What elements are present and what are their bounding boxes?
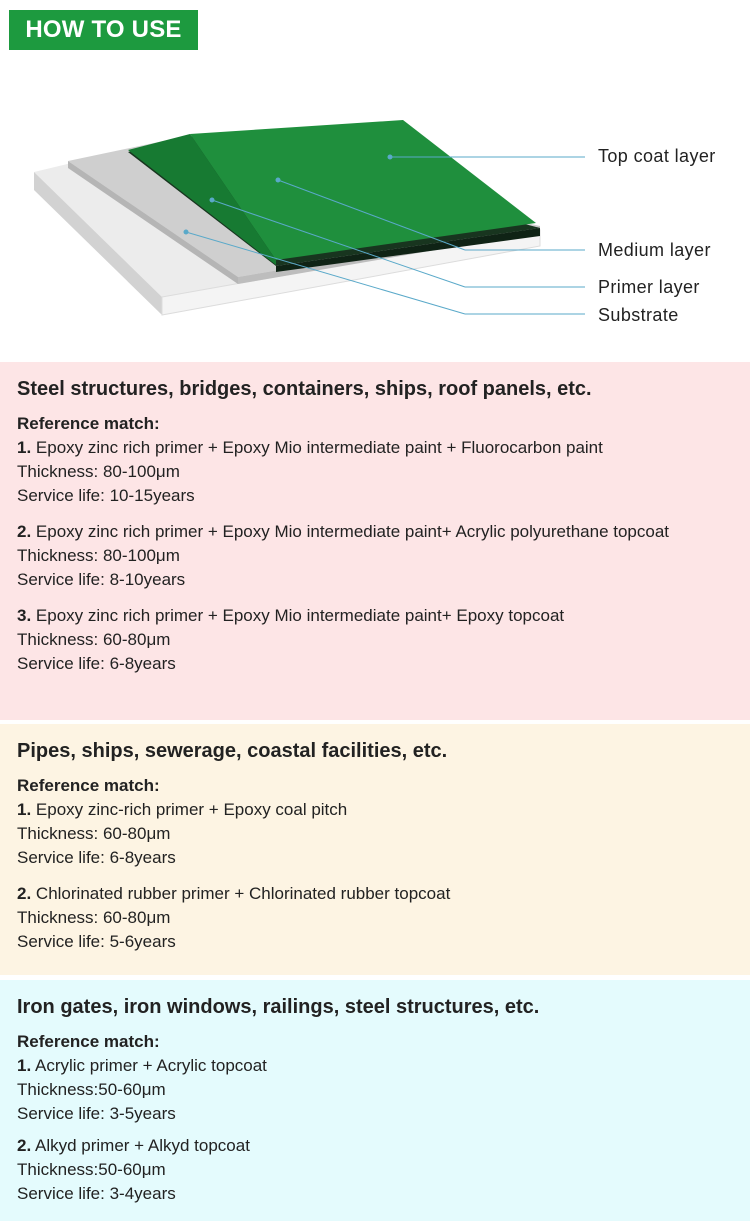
option-item xyxy=(17,604,733,676)
option-item xyxy=(17,1134,733,1206)
section-pipes-ships xyxy=(0,724,750,975)
option-thickness: Thickness: 80-100μm xyxy=(17,546,180,565)
option-item xyxy=(17,882,733,954)
section-title: Steel structures, bridges, containers, ships, roof panels, etc. xyxy=(17,378,592,400)
substrate-label: Substrate xyxy=(598,305,679,325)
option-service-life: Service life: 8-10years xyxy=(17,570,186,589)
option-description: Epoxy zinc rich primer + Epoxy Mio intermediate paint + Fluorocarbon paint xyxy=(35,438,603,457)
primer-layer-label: Primer layer xyxy=(598,277,700,297)
option-item xyxy=(17,436,733,508)
option-description: Alkyd primer + Alkyd topcoat xyxy=(34,1136,250,1155)
option-description: Epoxy zinc-rich primer + Epoxy coal pitch xyxy=(35,800,348,819)
reference-match-label: Reference match: xyxy=(17,776,160,795)
option-thickness: Thickness: 80-100μm xyxy=(17,462,180,481)
option-service-life: Service life: 6-8years xyxy=(17,848,176,867)
how-to-use-badge: HOW TO USE xyxy=(9,10,198,50)
option-number: 3. xyxy=(17,606,32,625)
option-number: 1. xyxy=(17,800,32,819)
option-thickness: Thickness: 60-80μm xyxy=(17,824,171,843)
medium-layer-label: Medium layer xyxy=(598,240,711,260)
option-thickness: Thickness:50-60μm xyxy=(17,1160,166,1179)
option-number: 2. xyxy=(17,884,32,903)
option-number: 1. xyxy=(17,1056,32,1075)
option-thickness: Thickness:50-60μm xyxy=(17,1080,166,1099)
option-number: 2. xyxy=(17,1136,32,1155)
option-item xyxy=(17,1054,733,1126)
top-coat-label: Top coat layer xyxy=(598,146,716,166)
option-service-life: Service life: 5-6years xyxy=(17,932,176,951)
coating-layers-diagram xyxy=(0,60,750,360)
option-item xyxy=(17,798,733,870)
section-steel-structures xyxy=(0,362,750,720)
option-item xyxy=(17,520,733,592)
reference-match-label: Reference match: xyxy=(17,414,160,433)
option-service-life: Service life: 3-5years xyxy=(17,1104,176,1123)
option-thickness: Thickness: 60-80μm xyxy=(17,630,171,649)
option-number: 2. xyxy=(17,522,32,541)
option-service-life: Service life: 3-4years xyxy=(17,1184,176,1203)
option-description: Acrylic primer + Acrylic topcoat xyxy=(34,1056,267,1075)
option-service-life: Service life: 6-8years xyxy=(17,654,176,673)
option-service-life: Service life: 10-15years xyxy=(17,486,195,505)
reference-match-label: Reference match: xyxy=(17,1032,160,1051)
section-title: Pipes, ships, sewerage, coastal facilities, etc. xyxy=(17,740,448,762)
option-thickness: Thickness: 60-80μm xyxy=(17,908,171,927)
section-iron-gates xyxy=(0,980,750,1221)
section-title: Iron gates, iron windows, railings, steel structures, etc. xyxy=(17,996,540,1018)
option-number: 1. xyxy=(17,438,32,457)
option-description: Epoxy zinc rich primer + Epoxy Mio intermediate paint+ Acrylic polyurethane topcoat xyxy=(35,522,670,541)
option-description: Chlorinated rubber primer + Chlorinated rubber topcoat xyxy=(35,884,451,903)
option-description: Epoxy zinc rich primer + Epoxy Mio intermediate paint+ Epoxy topcoat xyxy=(35,606,565,625)
